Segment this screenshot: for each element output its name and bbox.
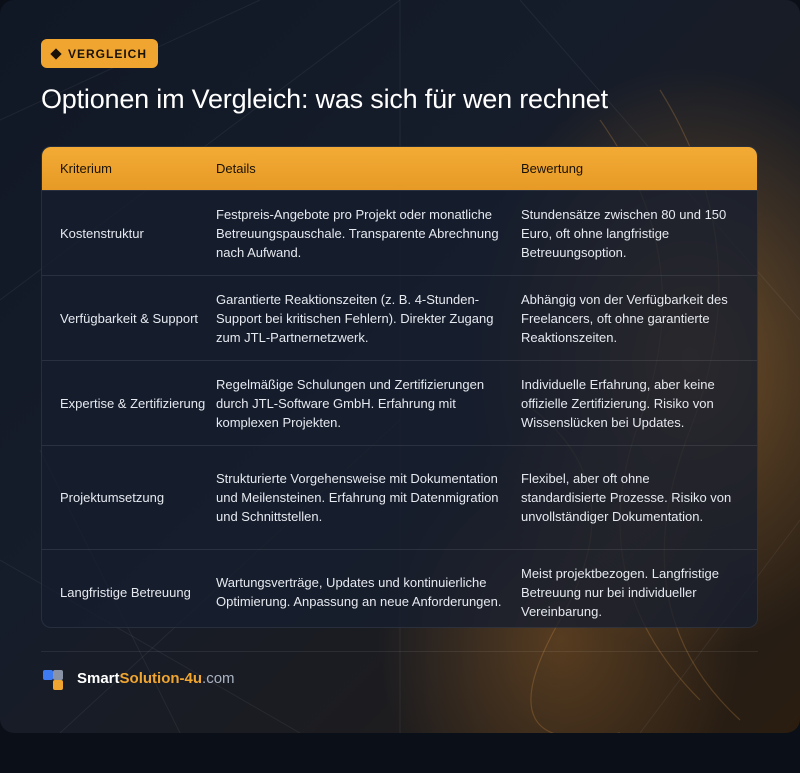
table-row xyxy=(42,445,757,549)
header-details: Details xyxy=(216,161,256,176)
cell-details: Garantierte Reaktionszeiten (z. B. 4-Stunden-Support bei kritischen Fehlern). Direkter Zugang zum JTL-Partnernetzwerk. xyxy=(216,291,494,345)
diamond-icon xyxy=(50,48,61,59)
table-row xyxy=(42,360,757,445)
cell-kriterium: Kostenstruktur xyxy=(60,225,144,241)
cell-bewertung: Stundensätze zwischen 80 und 150 Euro, oft ohne langfristige Betreuungsoption. xyxy=(521,206,727,260)
section-badge xyxy=(41,39,158,68)
brand-name-part2: Solution-4u xyxy=(119,670,203,687)
cell-details: Festpreis-Angebote pro Projekt oder monatliche Betreuungspauschale. Transparente Abrechnung nach Aufwand. xyxy=(216,206,499,260)
header-kriterium: Kriterium xyxy=(60,161,113,176)
cell-bewertung: Meist projektbezogen. Langfristige Betreuung nur bei individueller Vereinbarung. xyxy=(521,565,720,619)
table-row xyxy=(42,190,757,275)
brand-name-part1: Smart xyxy=(77,670,120,687)
cell-details: Wartungsverträge, Updates und kontinuierliche Optimierung. Anpassung an neue Anforderungen. xyxy=(216,575,502,609)
cell-kriterium: Expertise & Zertifizierung xyxy=(60,395,206,411)
badge-label: VERGLEICH xyxy=(67,46,147,61)
cell-bewertung: Abhängig von der Verfügbarkeit des Freelancers, oft ohne garantierte Reaktionszeiten. xyxy=(521,291,728,345)
brand-logo-icon xyxy=(43,670,63,690)
cell-kriterium: Projektumsetzung xyxy=(60,490,165,505)
table-row xyxy=(42,275,757,360)
table-row xyxy=(42,549,757,628)
cell-bewertung: Flexibel, aber oft ohne standardisierte Prozesse. Risiko von unvollständiger Dokumentation. xyxy=(521,471,732,524)
table-header xyxy=(42,147,757,190)
header-bewertung: Bewertung xyxy=(521,161,584,176)
comparison-table xyxy=(41,146,758,628)
brand-name-part3: .com xyxy=(202,670,235,687)
cell-details: Strukturierte Vorgehensweise mit Dokumentation und Meilensteinen. Erfahrung mit Datenmigration und Schnittstellen. xyxy=(216,471,499,524)
brand-name xyxy=(77,670,235,687)
cell-kriterium: Verfügbarkeit & Support xyxy=(60,310,199,326)
page-title: Optionen im Vergleich: was sich für wen rechnet xyxy=(41,84,608,114)
footer-divider xyxy=(41,651,758,652)
cell-kriterium: Langfristige Betreuung xyxy=(60,584,191,600)
cell-bewertung: Individuelle Erfahrung, aber keine offizielle Zertifizierung. Risiko von Wissenslücken bei Updates. xyxy=(521,376,715,430)
cell-details: Regelmäßige Schulungen und Zertifizierungen durch JTL-Software GmbH. Erfahrung mit komplexen Projekten. xyxy=(216,376,485,430)
